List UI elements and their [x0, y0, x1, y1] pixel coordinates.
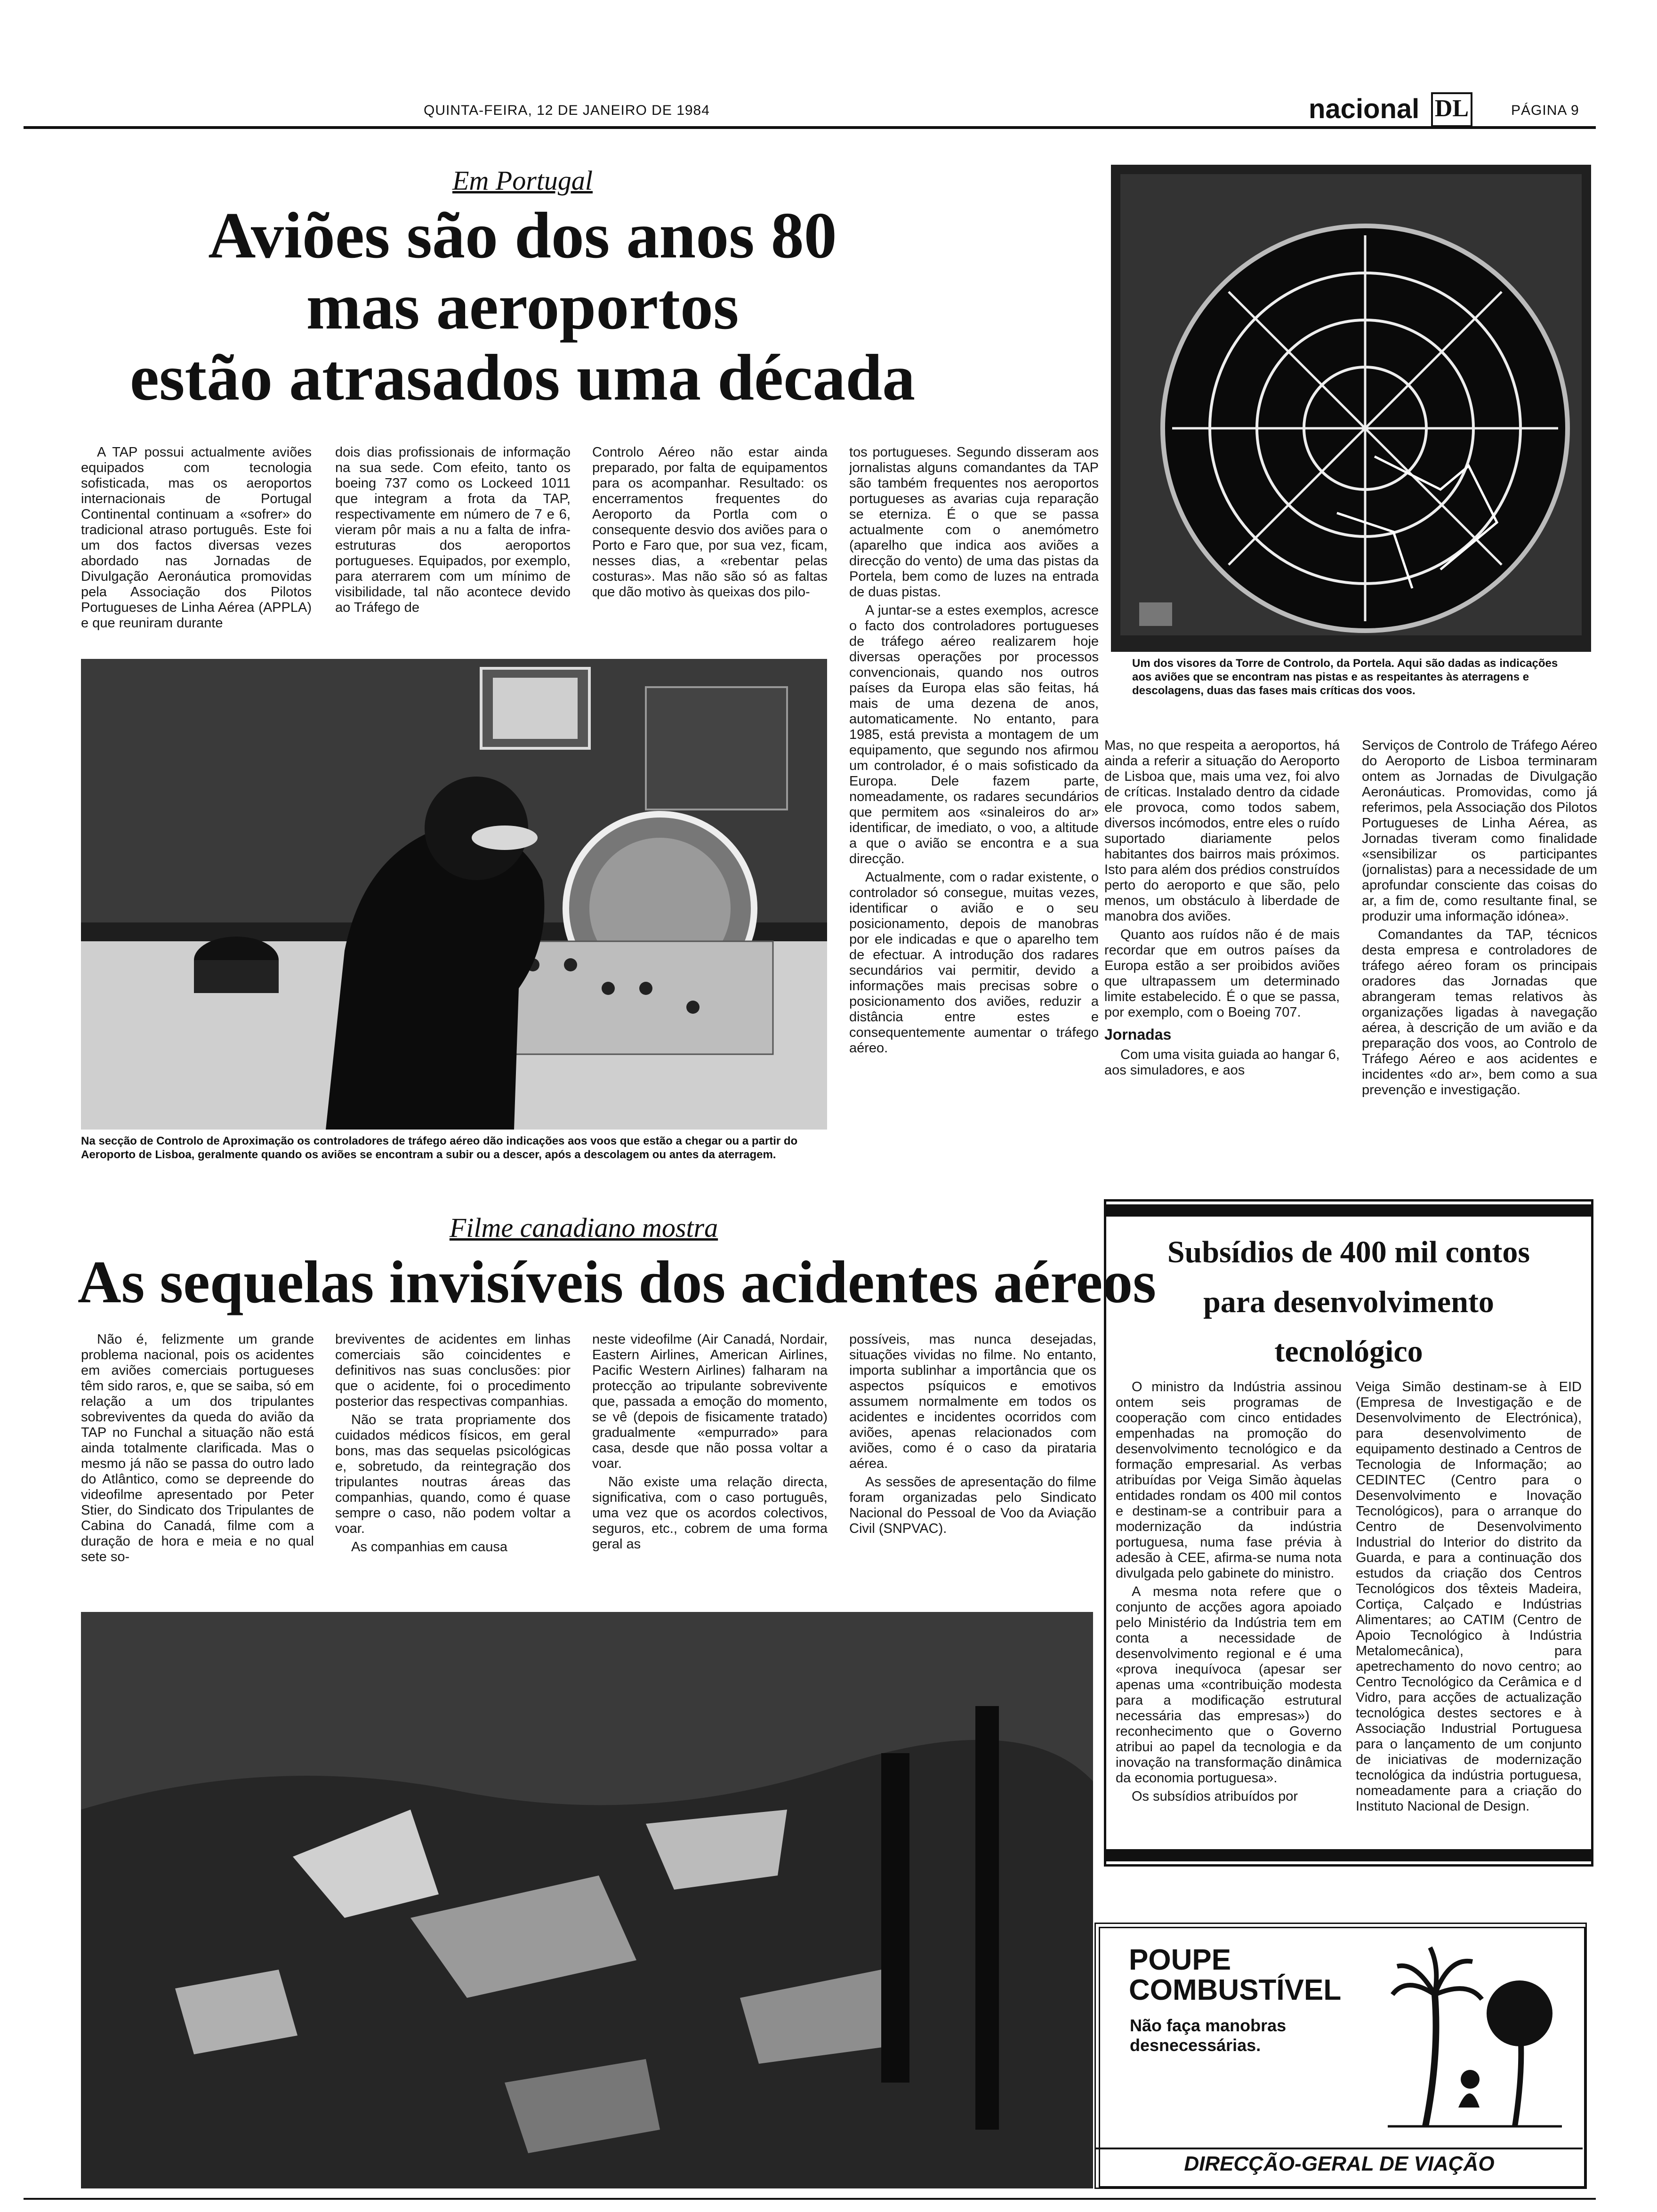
- article2-column-3: [592, 1332, 828, 1605]
- box-bottom-bar: [1106, 1849, 1591, 1861]
- crash-wreckage-illustration: [81, 1612, 1093, 2188]
- palm-tree-icon: [1388, 1938, 1567, 2136]
- article2-column-4: [849, 1332, 1096, 1605]
- article3-column-2: [1356, 1379, 1582, 1841]
- paragraph: Não existe uma relação directa, significativa, com o caso português, uma vez que os acordos colectivos, seguros, etc., cobrem de uma forma geral as: [592, 1475, 828, 1552]
- paragraph: As companhias em causa: [351, 1539, 508, 1555]
- page-date: QUINTA-FEIRA, 12 DE JANEIRO DE 1984: [424, 103, 710, 118]
- headline-line: mas aeroportos: [306, 270, 739, 344]
- paragraph: Quanto aos ruídos não é de mais recordar que em outros países da Europa estão a ser proibidos aviões que ultrapassem um determinado limite estabelecido. É o que se passa, por exemplo, com o Boeing 707.: [1104, 927, 1340, 1020]
- article1-headline: [75, 200, 970, 414]
- paragraph: As sessões de apresentação do filme foram organizadas pelo Sindicato Nacional do Pessoal de Voo da Aviação Civil (SNPVAC).: [849, 1475, 1096, 1536]
- paragraph: Veiga Simão destinam-se à EID (Empresa de Investigação e de Desenvolvimento de Electrónica), para desenvolvimento de equipamento destinado a Centros de Tecnologia de Informação; ao CEDINTEC (Centro para o Desenvolvimento e Inovação Tecnológicos), para o arranque do Centro de Desenvolvimento Industrial do Interior do distrito da Guarda, e para a continuação dos estudos da criação dos Centros Tecnológicos dos têxteis Madeira, Cortiça, Calçado e Indústrias Alimentares; ao CATIM (Centro de Apoio Tecnológico à Indústria Metalomecânica), para apetrechamento do novo centro; ao Centro Tecnológico da Cerâmica e d Vidro, para acções de actualização tecnológica destes sectores e à Associação Industrial Portuguesa para o lançamento de um conjunto de iniciativas de modernização tecnológica da indústria portuguesa, nomeadamente para a criação do Instituto Nacional de Design.: [1356, 1379, 1582, 1814]
- fuel-saving-ad: [1094, 1923, 1587, 2189]
- subhead-jornadas: Jornadas: [1104, 1026, 1172, 1043]
- article1-column-6: [1362, 738, 1597, 1180]
- paragraph: Serviços de Controlo de Tráfego Aéreo do Aeroporto de Lisboa terminaram ontem as Jornadas de Divulgação Aeronáuticas. Promovidas, como já referimos, pela Associação dos Pilotos Portugueses de Linha Aérea, as Jornadas tiveram como finalidade «sensibilizar os participantes (jornalistas) para a necessidade de um aprofundar consciente das coisas do ar, a fim de, como resultante final, se produzir uma informação idónea».: [1362, 738, 1597, 924]
- paragraph: Mas, no que respeita a aeroportos, há ainda a referir a situação do Aeroporto de Lisboa que, mais uma vez, foi alvo de críticas. Instalado dentro da cidade ele provoca, como todos sabem, diversos incómodos, entre eles o ruído suportado diariamente pelos habitantes dos bairros mais próximos. Isto para além dos prédios construídos perto do aeroporto e que são, pelo menos, um obstáculo à liberdade de manobra dos aviões.: [1104, 738, 1340, 924]
- paragraph: Controlo Aéreo não estar ainda preparado, por falta de equipamentos para os acompanhar. Resultado: os encerramentos frequentes do Aeroporto da Portla com o consequente desvio dos aviões para o Porto e Faro que, por sua vez, ficam, nesses dias, a «rebentar pelas costuras». Mas não são só as faltas que dão motivo às queixas dos pilo-: [592, 445, 828, 600]
- paragraph: possíveis, mas nunca desejadas, situações vividas no filme. No entanto, importa sublinhar a importância que os aspectos psíquicos e emotivos assumem normalmente em todos os acidentes e incidentes ocorridos com aviões, apenas relacionados com aviões, como é o caso da pirataria aérea.: [849, 1332, 1096, 1471]
- radar-screen-illustration: [1111, 165, 1591, 652]
- article2-kicker: Filme canadiano mostra: [449, 1212, 718, 1243]
- article2-column-1: [81, 1332, 314, 1605]
- ad-subtitle: [1130, 2016, 1286, 2055]
- paragraph: A juntar-se a estes exemplos, acresce o facto dos controladores portugueses de tráfego aéreo realizarem hoje diversas operações por processos convencionais, quando nos outros países da Europa elas são feitas, há mais de uma dezena de anos, automaticamente. No entanto, para 1985, está prevista a montagem de um equipamento, que segundo nos afirmou um controlador, é o mais sofisticado da Europa. Dele fazem parte, nomeadamente, os radares secundários que permitem aos «sinaleiros do ar» identificar, de imediato, o voo, a altitude a que o avião se encontra e a sua direcção.: [849, 603, 1099, 866]
- page-number: PÁGINA 9: [1511, 103, 1579, 118]
- paragraph: dois dias profissionais de informação na sua sede. Com efeito, tanto os boeing 737 como os Lockeed 1011 que integram a frota da TAP, respectivamente em número de 7 e 6, vieram pôr mais a nu a falta de infra-estruturas dos aeroportos portugueses. Equipados, por exemplo, para aterrarem com um mínimo de visibilidade, tal não acontece devido ao Tráfego de: [335, 445, 571, 615]
- article1-kicker: Em Portugal: [452, 165, 593, 196]
- paragraph: Não se trata propriamente dos cuidados médicos físicos, em geral bons, mas das sequelas psicológicas e, sobretudo, da reintegração dos tripulantes noutras áreas das companhias, quando, como é quase sempre o caso, não podem voltar a voar.: [335, 1412, 571, 1536]
- control-room-caption: Na secção de Controlo de Aproximação os controladores de tráfego aéreo dão indicações aos voos que estão a chegar ou a partir do Aeroporto de Lisboa, geralmente quando os aviões se encontram a subir ou a descer, após a descolagem ou antes da aterragem.: [81, 1135, 798, 1161]
- control-room-illustration: [81, 659, 827, 1130]
- article1-column-1: [81, 445, 312, 647]
- headline-line: tecnológico: [1274, 1334, 1423, 1369]
- paragraph: breviventes de acidentes em linhas comerciais são coincidentes e definitivos nas suas conclusões: pior que o acidente, foi o procedimento posterior das respectivas companhias.: [335, 1332, 571, 1409]
- radar-caption: Um dos visores da Torre de Controlo, da Portela. Aqui são dadas as indicações aos aviões que se encontram nas pistas e as respeitantes às aterragens e descolagens, duas das fases mais críticas dos voos.: [1132, 657, 1558, 697]
- headline-line: Aviões são dos anos 80: [208, 199, 837, 272]
- newspaper-logo: DL: [1431, 92, 1472, 127]
- paragraph: Com uma visita guiada ao hangar 6, aos simuladores, e aos: [1104, 1047, 1340, 1078]
- ad-title: [1129, 1945, 1341, 2005]
- paragraph: A mesma nota refere que o conjunto de acções agora apoiado pelo Ministério da Indústria tem em conta a necessidade de desenvolvimento regional e é uma «prova inequívoca (apesar ser apenas uma «contribuição modesta para a modificação estrutural necessária das empresas») do reconhecimento que o Governo atribui ao papel da tecnologia e da inovação na transformação dinâmica da economia portuguesa».: [1116, 1584, 1342, 1786]
- header-rule: [24, 126, 1596, 129]
- headline-line: Subsídios de 400 mil contos: [1167, 1235, 1530, 1269]
- paragraph: O ministro da Indústria assinou ontem seis programas de cooperação com cinco entidades empenhadas na promoção do desenvolvimento tecnológico e da formação empresarial. As verbas atribuídas por Veiga Simão àquelas entidades rondam os 400 mil contos e destinam-se a contribuir para a modernização da indústria portuguesa, numa fase prévia à adesão à CEE, afirma-se numa nota divulgada pelo gabinete do ministro.: [1116, 1379, 1342, 1581]
- article3-headline: [1116, 1227, 1582, 1377]
- article1-column-5: [1104, 738, 1340, 1180]
- headline-line: para desenvolvimento: [1203, 1284, 1494, 1319]
- paragraph: Comandantes da TAP, técnicos desta empresa e controladores de tráfego aéreo foram os principais oradores das Jornadas que abrangeram temas relativos às organizações ligadas à navegação aérea, à descrição de um avião e da preparação dos voos, ao Controlo de Tráfego Aéreo e aos acidentes e incidentes «do ar», bem como a sua prevenção e investigação.: [1362, 927, 1597, 1098]
- ad-title-line: COMBUSTÍVEL: [1129, 1974, 1342, 2006]
- paragraph: Não é, felizmente um grande problema nacional, pois os acidentes em aviões comerciais portugueses têm sido raros, e, que se saiba, só em relação a um dos tripulantes sobreviventes da queda do avião da TAP no Funchal a situação não está ainda totalmente clarificada. Mas o mesmo já não se passa do outro lado do Atlântico, como se depreende do videofilme apresentado por Peter Stier, do Sindicato dos Tripulantes de Cabina do Canadá, filme com a duração de hora e meia e no qual sete so-: [81, 1332, 314, 1564]
- crash-site-photo: [81, 1612, 1093, 2188]
- article1-column-2: [335, 445, 571, 647]
- section-name: nacional: [1309, 94, 1420, 124]
- ad-title-line: POUPE: [1129, 1944, 1231, 1976]
- radar-display-photo: [1111, 165, 1591, 652]
- article1-column-4: [849, 445, 1099, 1184]
- article2-column-2: [335, 1332, 571, 1605]
- paragraph: tos portugueses. Segundo disseram aos jornalistas alguns comandantes da TAP são também frequentes nos aeroportos portugueses as avarias cuja reparação se eterniza. É o que se passa actualmente com o anemómetro (aparelho que indica aos aviões a direcção do vento) de uma das pistas da Portela, bem como de luzes na entrada de duas pistas.: [849, 445, 1099, 600]
- paragraph: A TAP possui actualmente aviões equipados com tecnologia sofisticada, mas os aeroportos internacionais de Portugal Continental continuam a «sofrer» do tradicional atraso português. Este foi um dos factos diversas vezes abordado nas Jornadas de Divulgação Aeronáutica promovidas pela Associação dos Pilotos Portugueses de Linha Aérea (APPLA) e que reuniram durante: [81, 445, 312, 631]
- paragraph: Os subsídios atribuídos por: [1132, 1789, 1298, 1804]
- ad-subtitle-line: Não faça manobras: [1130, 2016, 1287, 2035]
- paragraph: neste videofilme (Air Canadá, Nordair, Eastern Airlines, American Airlines, Pacific Western Airlines) falharam na protecção ao tripulante sobrevivente que, passada a emoção do momento, se vê (depois de fisicamente tratado) gradualmente «empurrado» para casa, desde que não possa voltar a voar.: [592, 1332, 828, 1471]
- paragraph: Actualmente, com o radar existente, o controlador só consegue, muitas vezes, identificar o avião e o seu posicionamento, depois de manobras por ele indicadas e que o aparelho tem de efectuar. A introdução dos radares secundários vai permitir, devido a informações mais precisas sobre o posicionamento dos aviões, reduzir a distância entre estes e consequentemente aumentar o tráfego aéreo.: [849, 870, 1099, 1056]
- article2-headline: As sequelas invisíveis dos acidentes aéreos: [78, 1249, 1157, 1315]
- control-room-photo: [81, 659, 827, 1130]
- ad-subtitle-line: desnecessárias.: [1130, 2036, 1261, 2055]
- headline-line: estão atrasados uma década: [129, 341, 916, 415]
- article3-column-1: [1116, 1379, 1342, 1841]
- ad-footer: DIRECÇÃO-GERAL DE VIAÇÃO: [1184, 2152, 1495, 2175]
- article1-column-3: [592, 445, 828, 647]
- bottom-rule: [24, 2198, 1596, 2200]
- subsidies-box: [1104, 1199, 1593, 1867]
- box-top-bar: [1106, 1204, 1591, 1217]
